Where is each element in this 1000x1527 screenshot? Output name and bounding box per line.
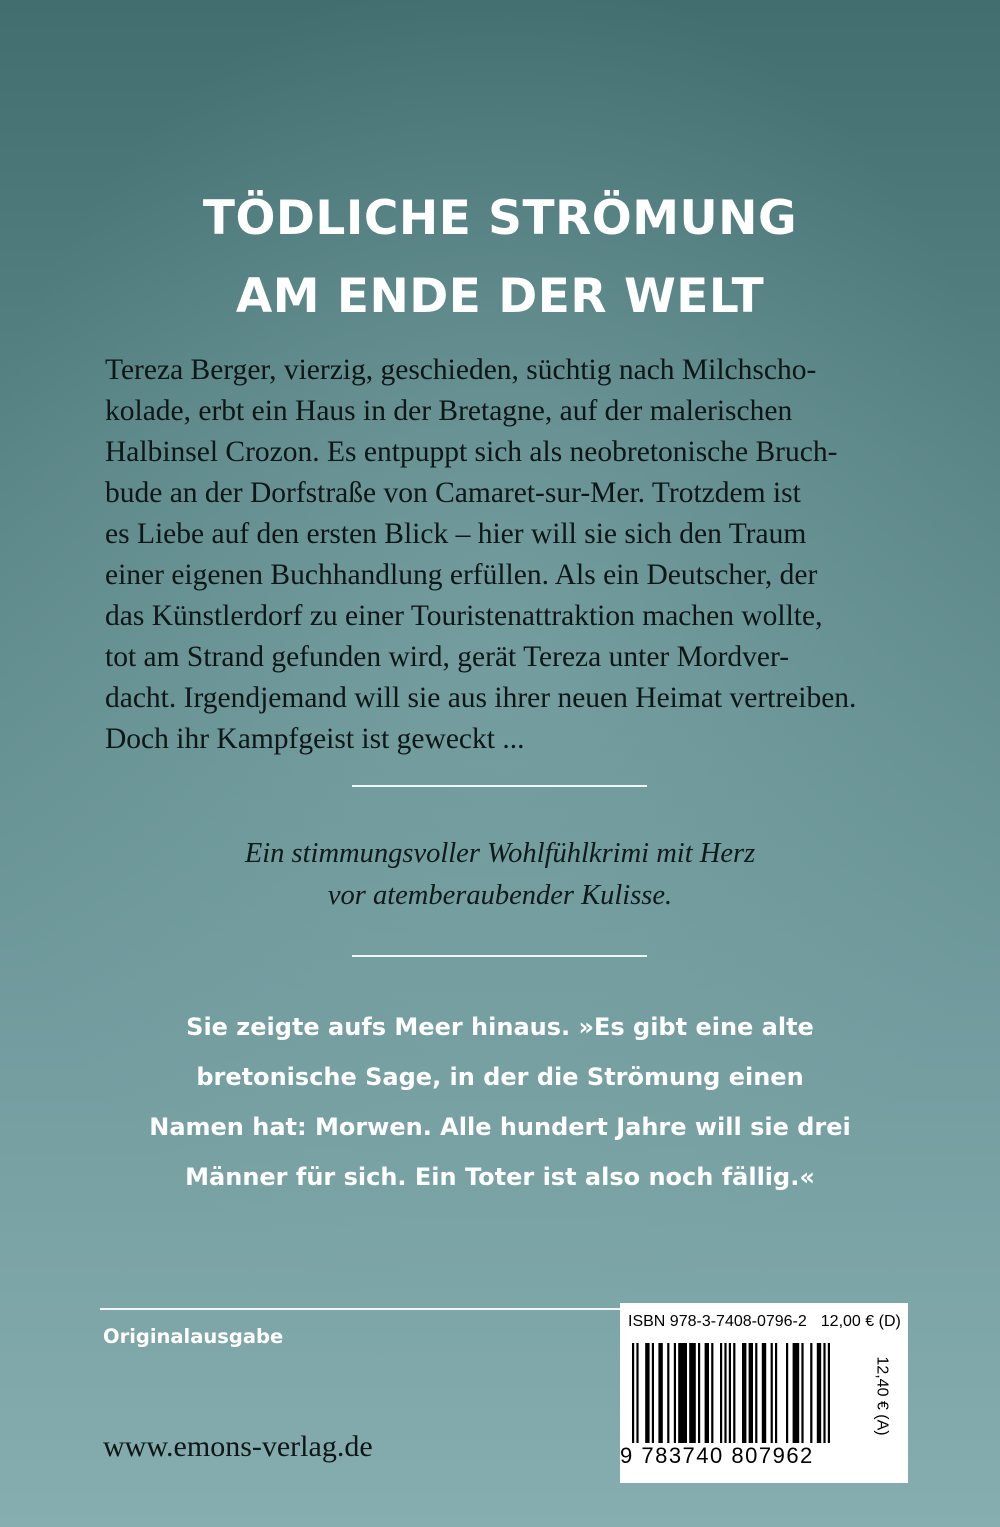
blurb-line: einer eigenen Buchhandlung erfüllen. Als ein Deutscher, der [105,559,818,591]
blurb-line: dacht. Irgendjemand will sie aus ihrer neuen Heimat vertreiben. [105,682,857,714]
quote-line: Männer für sich. Ein Toter ist also noch fällig.« [185,1163,815,1191]
price-germany: 12,00 € (D) [820,1313,901,1330]
quote-line: Sie zeigte aufs Meer hinaus. »Es gibt eine alte [186,1013,814,1041]
divider-top [352,785,647,787]
blurb-line: bude an der Dorfstraße von Camaret-sur-Mer. Trotzdem ist [105,477,801,509]
blurb-line: Doch ihr Kampfgeist ist geweckt ... [105,723,525,755]
blurb-line: Halbinsel Crozon. Es entpuppt sich als neobretonische Bruch- [105,436,838,468]
footer-divider [100,1308,620,1310]
blurb-line: es Liebe auf den ersten Blick – hier will sie sich den Traum [105,518,807,550]
publisher-website: www.emons-verlag.de [103,1430,373,1463]
isbn-number: ISBN 978-3-7408-0796-2 [628,1313,807,1330]
quote-line: bretonische Sage, in der die Strömung einen [196,1063,804,1091]
edition-label: Originalausgabe [103,1325,284,1348]
divider-bottom [352,955,647,957]
quote-excerpt [0,1002,1000,1202]
blurb-line: tot am Strand gefunden wird, gerät Tereza unter Mordver- [105,641,790,673]
headline-line-2: AM ENDE DER WELT [235,269,765,324]
headline-line-1: TÖDLICHE STRÖMUNG [202,191,798,246]
blurb-line: kolade, erbt ein Haus in der Bretagne, auf der malerischen [105,395,793,427]
blurb-text [105,350,905,760]
blurb-line: Tereza Berger, vierzig, geschieden, süchtig nach Milchscho- [105,354,817,386]
barcode-icon [628,1343,838,1443]
barcode-digits: 9 783740 807962 [620,1443,814,1468]
quote-line: Namen hat: Morwen. Alle hundert Jahre will sie drei [149,1113,851,1141]
price-austria: 12,40 € (A) [873,1356,891,1436]
blurb-line: das Künstlerdorf zu einer Touristenattraktion machen wollte, [105,600,823,632]
tagline-line-1: Ein stimmungsvoller Wohlfühlkrimi mit Herz [244,838,756,869]
isbn-line [628,1313,901,1331]
isbn-barcode-label [620,1303,908,1483]
tagline-line-2: vor atemberaubender Kulisse. [327,880,673,911]
